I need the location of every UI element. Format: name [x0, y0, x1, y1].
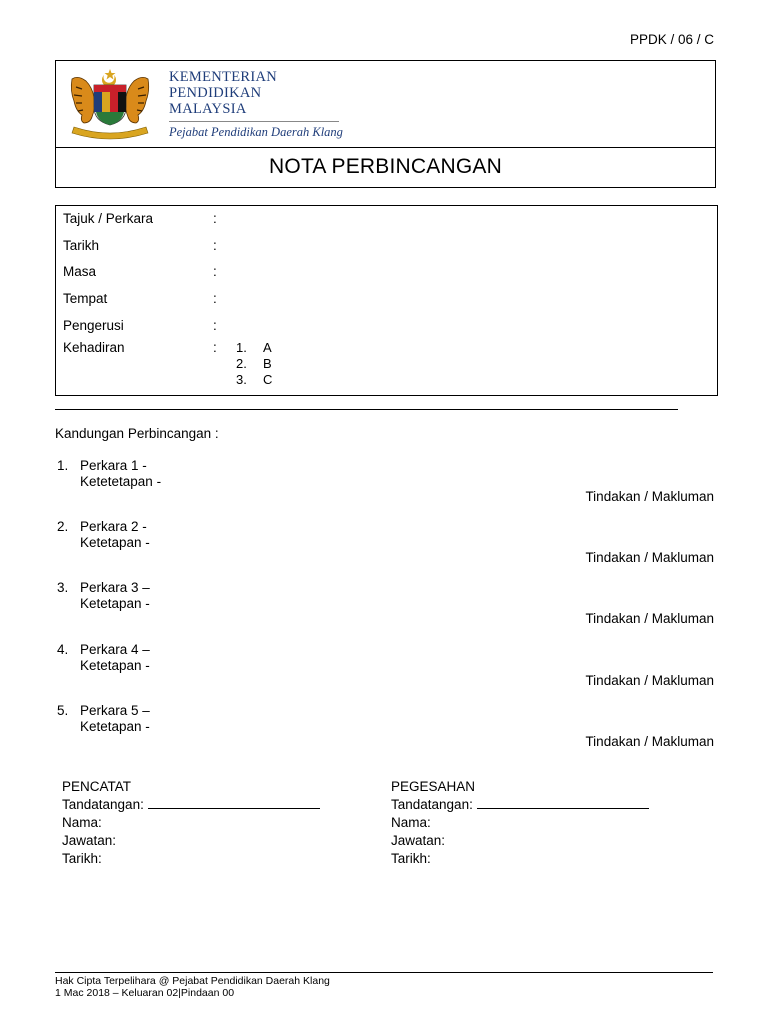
- item-number: 1.: [57, 458, 69, 473]
- letterhead-box: [55, 60, 716, 188]
- item-title: Perkara 5 –: [80, 703, 150, 718]
- attendance-item: 2. B: [236, 356, 272, 371]
- item-number: 5.: [57, 703, 69, 718]
- signature-row: [62, 796, 320, 814]
- field-label: Tempat: [63, 291, 108, 306]
- position-label: Jawatan:: [391, 833, 446, 848]
- content-heading: Kandungan Perbincangan :: [55, 426, 219, 441]
- attendance-item: 3. C: [236, 372, 273, 387]
- item-action: Tindakan / Makluman: [585, 550, 714, 565]
- field-label: Kehadiran: [63, 340, 125, 355]
- office-name: Pejabat Pendidikan Daerah Klang: [169, 125, 343, 139]
- meeting-info-box: [55, 205, 718, 396]
- document-title: NOTA PERBINCANGAN: [269, 155, 502, 178]
- attendance-list: [236, 340, 272, 388]
- date-label: Tarikh:: [62, 851, 102, 866]
- item-number: 3.: [57, 580, 69, 595]
- signature-label: Tandatangan:: [62, 797, 144, 812]
- field-colon: :: [213, 211, 217, 226]
- ministry-line: MALAYSIA: [169, 101, 247, 117]
- item-title: Perkara 4 –: [80, 642, 150, 657]
- field-label: Masa: [63, 264, 97, 279]
- position-label: Jawatan:: [62, 833, 117, 848]
- item-decision: Ketetapan -: [80, 535, 150, 550]
- signature-row: [391, 796, 649, 814]
- signature-heading: PEGESAHAN: [391, 779, 476, 794]
- ministry-line: PENDIDIKAN: [169, 85, 262, 101]
- footer-divider: [55, 972, 713, 973]
- field-colon: :: [213, 238, 217, 253]
- name-label: Nama:: [391, 815, 431, 830]
- item-decision: Ketetapan -: [80, 658, 150, 673]
- field-label: Pengerusi: [63, 318, 124, 333]
- name-label: Nama:: [62, 815, 102, 830]
- recorder-signature-block: [62, 778, 320, 868]
- header-divider: [56, 147, 715, 148]
- signature-line[interactable]: [477, 796, 649, 809]
- item-number: 2.: [57, 519, 69, 534]
- field-colon: :: [213, 291, 217, 306]
- field-colon: :: [213, 340, 217, 355]
- revision-text: 1 Mac 2018 – Keluaran 02|Pindaan 00: [55, 987, 235, 999]
- item-title: Perkara 2 -: [80, 519, 147, 534]
- item-action: Tindakan / Makluman: [585, 734, 714, 749]
- field-label: Tajuk / Perkara: [63, 211, 154, 226]
- attendance-item: 1. A: [236, 340, 272, 355]
- item-decision: Ketetetapan -: [80, 474, 162, 489]
- item-action: Tindakan / Makluman: [585, 489, 714, 504]
- section-separator: [55, 409, 678, 410]
- signature-label: Tandatangan:: [391, 797, 473, 812]
- document-code: PPDK / 06 / C: [629, 32, 714, 47]
- item-number: 4.: [57, 642, 69, 657]
- field-label: Tarikh: [63, 238, 100, 253]
- field-colon: :: [213, 318, 217, 333]
- copyright-text: Hak Cipta Terpelihara @ Pejabat Pendidikan Daerah Klang: [55, 975, 330, 987]
- date-label: Tarikh:: [391, 851, 431, 866]
- item-decision: Ketetapan -: [80, 719, 150, 734]
- ministry-name: [169, 69, 343, 140]
- field-colon: :: [213, 264, 217, 279]
- item-decision: Ketetapan -: [80, 596, 150, 611]
- approval-signature-block: [391, 778, 649, 868]
- signature-heading: PENCATAT: [62, 779, 132, 794]
- coat-of-arms-icon: [64, 67, 156, 141]
- item-action: Tindakan / Makluman: [585, 673, 714, 688]
- ministry-divider: [169, 121, 339, 122]
- signature-line[interactable]: [148, 796, 320, 809]
- ministry-line: KEMENTERIAN: [169, 69, 278, 85]
- item-title: Perkara 1 -: [80, 458, 147, 473]
- footer: [55, 975, 330, 999]
- item-action: Tindakan / Makluman: [585, 611, 714, 626]
- item-title: Perkara 3 –: [80, 580, 150, 595]
